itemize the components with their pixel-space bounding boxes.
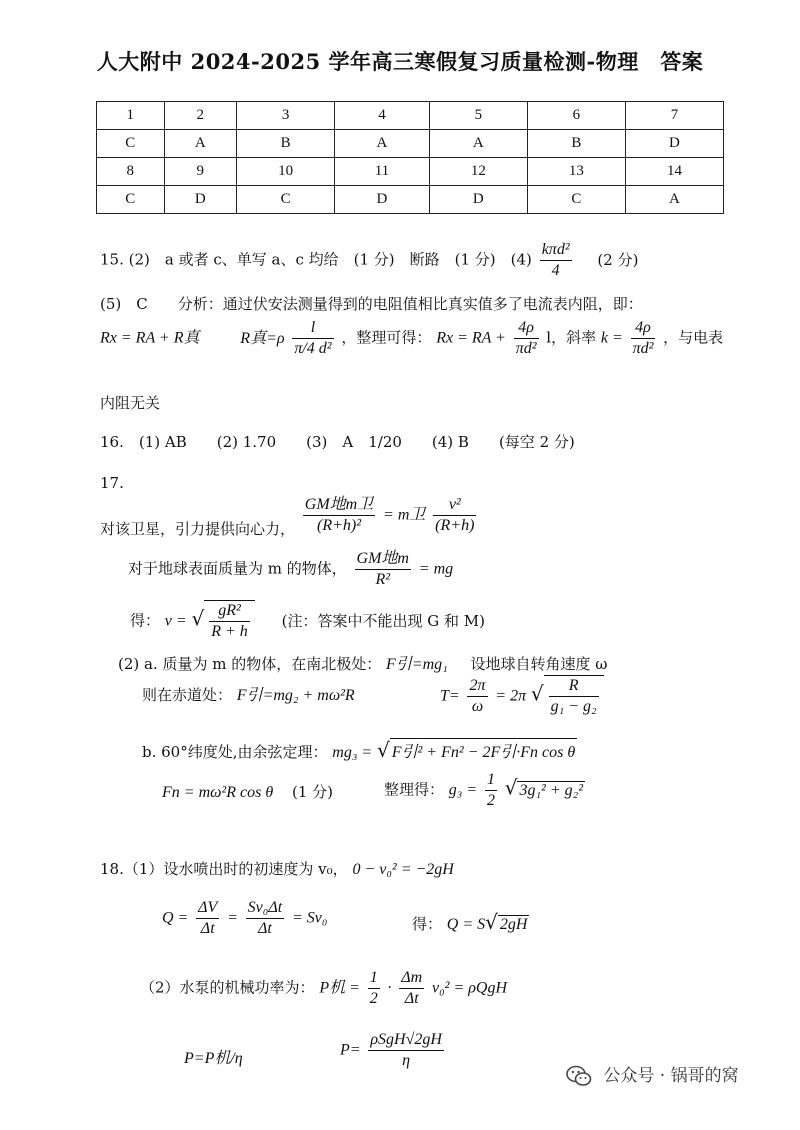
q17-equator-text: 则在赤道处： [142,686,233,704]
table-cell: A [429,130,527,158]
q17-eqC-radicand [204,600,255,642]
q17-eqG-lhs: mg₃ = [332,744,373,761]
q17-equator [142,682,355,705]
q17-eqD: F引=mg₁ [386,656,448,673]
q18-eqP-den1: 2 [369,990,378,1007]
q15-text-mid: ，整理可得： [341,328,432,347]
equals-sign: = [227,909,238,927]
table-cell: 4 [335,102,430,130]
q15-line3 [100,318,723,359]
q18-eqQ-frac2 [246,898,285,939]
q15-eq4-frac [631,318,656,359]
table-cell: 2 [164,102,237,130]
q18-eqQ-den2: Δt [258,920,272,937]
sqrt-icon: √ [504,775,518,800]
q17-eqA-frac2 [433,495,476,536]
q17-eqA-den2: (R+h) [435,517,475,534]
q18-line1-text: 18.（1）设水喷出时的初速度为 v₀， [100,860,348,878]
q17-eqA-frac [303,495,375,536]
q18-eqP3-num: ρSgH√2gH [368,1030,444,1051]
q17-note: (注：答案中不能出现 G 和 M) [281,611,485,630]
q15-text-end: ，与电表 [663,328,724,347]
q18-eqQ2-lhs: Q = S [446,916,486,933]
q18-part2 [140,968,507,1009]
q17-eqF-mid: = 2π [495,687,527,705]
q18-result [412,910,529,934]
table-row [97,102,724,130]
table-cell: 12 [429,158,527,186]
q17-eqI-den: 2 [486,792,495,809]
q17-eqF-lhs: T= [440,687,460,705]
table-cell: 3 [237,102,335,130]
q18-eqP3-frac [368,1030,444,1071]
q17-eqH-score: (1 分) [291,783,333,801]
q17-eqI-lhs: g₃ = [448,781,478,799]
q17-eqF-num: 2π [467,676,487,697]
q17-line2 [128,549,453,590]
q18-eqP3-den: η [402,1052,411,1069]
q17-part2a [118,651,608,674]
q18-eqP-den2: Δt [404,990,419,1007]
q17-line3 [130,600,485,642]
q18-eqQ-lhs: Q = [162,909,189,927]
table-cell: C [97,130,165,158]
q18-eqP-lhs: P机 = [319,979,360,997]
page-title: 人大附中 2024-2025 学年高三寒假复习质量检测-物理 答案 [96,49,704,74]
q18-line1 [100,858,454,879]
watermark [566,1061,739,1087]
q18-eq1: 0 − v₀² = −2gH [352,861,454,878]
q17-line1 [100,495,479,536]
q17-eqC-den: R + h [211,623,248,640]
q15-eq2-frac [292,318,333,359]
q15-eq2-den: π/4 d² [294,340,332,357]
q17-eqB-num: GM地m [355,549,411,570]
table-cell: C [237,186,335,214]
q15-fraction [540,240,572,281]
q17-part2b [142,738,577,762]
q17-eqA-num2: v² [433,495,476,516]
q17-eqF-den2: g₁ − g₂ [550,698,597,715]
table-row [97,158,724,186]
q15-eq3-lhs: Rx = RA + [436,329,506,347]
answer-table [96,101,724,214]
q17-eqI-num: 1 [485,770,497,791]
q17-final [384,770,585,811]
table-cell: A [625,186,723,214]
q17-period [440,675,604,717]
table-row [97,130,724,158]
sqrt-icon: √ [530,681,544,706]
q17-line2-text: 对于地球表面质量为 m 的物体， [128,559,347,578]
q18-eqP3-lhs: P= [340,1041,361,1059]
q15-eq3-den: πd² [515,340,537,357]
q17-eqI-frac [485,770,497,811]
q15-eq4-den: πd² [632,340,654,357]
q17-final-text: 整理得： [384,780,445,799]
q18-part2-text: （2）水泵的机械功率为： [140,978,315,997]
q15-eq1: Rx = RA + R真 [100,329,200,347]
q18-eqP2 [184,1045,243,1068]
table-row [97,186,724,214]
sqrt-icon: √ [485,910,498,934]
q18-eqP-num2: Δm [399,968,424,989]
q17-eqA-den: (R+h)² [317,517,362,534]
q15-eq3-tail: l，斜率 [546,328,597,347]
q17-eqH: Fn = mω²R cos θ [162,784,274,801]
q15-line1-text: 15. (2) a 或者 c、单写 a、c 均给 (1 分) 断路 (1 分) (4) [100,250,532,269]
q15-eq3-num: 4ρ [514,318,539,339]
q18-eqQ-den1: Δt [200,920,215,937]
watermark-text: 公众号 · 锅哥的窝 [603,1066,739,1086]
q15-eq2-num: l [292,318,333,339]
q17-eqB-den: R² [375,571,391,588]
q17-part2b-text: b. 60°纬度处,由余弦定理： [142,743,328,761]
q17-eqC-frac [209,601,250,642]
q18-eqQ-rhs: = Sv₀ [291,909,328,927]
q18-eqP-num1: 1 [368,968,380,989]
q18-eqQ2-rad: 2gH [499,916,528,933]
table-cell: 13 [527,158,625,186]
q17-eqF-num2: R [549,676,599,697]
table-cell: 8 [97,158,165,186]
table-cell: 11 [335,158,430,186]
table-cell: B [527,130,625,158]
q15-line1 [100,240,638,281]
table-cell: A [335,130,430,158]
table-cell: 6 [527,102,625,130]
table-cell: 14 [625,158,723,186]
q17-eqI-rad: 3g₁² + g₂² [519,781,583,799]
q15-eq2-lhs: R真=ρ [240,329,285,347]
table-cell: D [164,186,237,214]
q17-eqF-frac2 [549,676,599,717]
q17-intro: 对该卫星，引力提供向心力， [100,519,296,538]
q16-line: 16. (1) AB (2) 1.70 (3) A 1/20 (4) B (每空 2 分) [100,433,575,451]
q15-eq3-frac [514,318,539,359]
table-cell: D [429,186,527,214]
table-cell: 10 [237,158,335,186]
q18-eqP-frac1 [368,968,380,1009]
table-cell: 5 [429,102,527,130]
q18-get-text: 得： [412,915,443,933]
q15-frac-den: 4 [551,262,560,279]
table-cell: 7 [625,102,723,130]
q18-eqQ-frac1 [196,898,219,939]
wechat-icon [566,1065,592,1087]
table-cell: C [527,186,625,214]
table-cell: D [625,130,723,158]
q15-eq4-lhs: k = [600,329,623,347]
q18-flow [162,898,327,939]
q18-eqP-frac2 [399,968,424,1009]
q17-part2a-text: (2) a. 质量为 m 的物体，在南北极处： [118,655,382,673]
q15-line4: 内阻无关 [100,394,161,412]
q17-eqF-den: ω [471,698,484,715]
table-cell: C [97,186,165,214]
q17-fn-line [162,781,333,802]
table-cell: D [335,186,430,214]
q18-eqQ-num1: ΔV [196,898,219,919]
table-cell: B [237,130,335,158]
q17-eqG-rad: F引² + Fn² − 2F引·Fn cos θ [390,738,577,762]
sqrt-icon: √ [376,738,390,762]
q17-eqA-mid: = m卫 [383,506,426,524]
q18-eqP2-text: P=P机/η [184,1050,243,1067]
q15-score: (2 分) [597,250,639,269]
q17-eqF-frac [467,676,487,717]
q17-eqB-rhs: = mg [418,560,454,578]
q15-eq4-num: 4ρ [631,318,656,339]
q17-eqB-frac [355,549,411,590]
q18-eqP-rhs: v₀² = ρQgH [431,979,508,997]
q17-label: 17. [100,474,124,492]
table-cell: 9 [164,158,237,186]
table-cell: A [164,130,237,158]
q18-eqP3 [340,1030,447,1071]
table-cell: 1 [97,102,165,130]
q15-line2: (5) C 分析：通过伏安法测量得到的电阻值相比真实值多了电流表内阻，即： [100,295,643,313]
q17-line3-text: 得： [130,611,161,630]
q17-eqF-radicand [544,675,604,717]
q17-part2a-tail: 设地球自转角速度 ω [470,655,608,673]
q18-eqQ-num2: Sv₀Δt [246,898,285,919]
q17-eqE: F引=mg₂ + mω²R [236,687,355,704]
q17-eqA-num: GM地m卫 [303,495,375,516]
q15-frac-num: kπd² [540,240,572,261]
q17-eqC-num: gR² [209,601,250,622]
q17-eqC-lhs: v = [164,612,187,630]
sqrt-icon: √ [191,606,205,631]
dot-operator: · [387,979,392,997]
